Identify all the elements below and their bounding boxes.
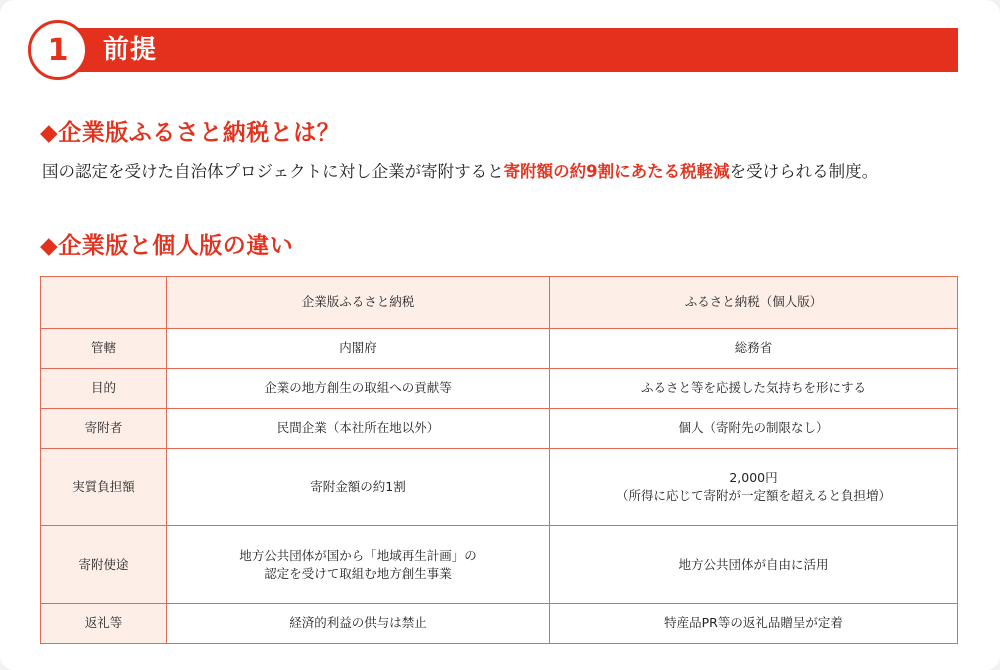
cell-line: 地方公共団体が自由に活用	[678, 556, 829, 572]
cell-personal	[550, 448, 958, 526]
table-row	[41, 368, 958, 408]
table-row	[41, 329, 958, 369]
table-header-row	[41, 277, 958, 329]
table-header-empty	[41, 277, 167, 329]
table-row	[41, 604, 958, 644]
cell-line: 地方公共団体が国から「地域再生計画」の	[239, 547, 477, 563]
lead-text-before: 国の認定を受けた自治体プロジェクトに対し企業が寄附すると	[42, 162, 504, 181]
cell-line: ふるさと等を応援した気持ちを形にする	[640, 380, 866, 396]
section-header-bar	[40, 28, 958, 72]
cell-line: 民間企業（本社所在地以外）	[276, 420, 440, 436]
cell-line: 個人（寄附先の制限なし）	[678, 420, 829, 436]
cell-line: 経済的利益の供与は禁止	[289, 615, 427, 631]
cell-line: 企業の地方創生の取組への貢献等	[264, 380, 452, 396]
cell-line: 内閣府	[339, 340, 377, 356]
lead-highlight: 寄附額の約9割にあたる税軽減	[503, 162, 730, 181]
cell-personal	[550, 329, 958, 369]
row-label: 寄附使途	[41, 526, 167, 604]
cell-personal	[550, 604, 958, 644]
row-label: 目的	[41, 368, 167, 408]
cell-corporate	[167, 368, 550, 408]
cell-line: （所得に応じて寄附が一定額を超えると負担増）	[615, 488, 891, 504]
table-header-corporate: 企業版ふるさと納税	[167, 277, 550, 329]
section-number: 1	[47, 32, 69, 68]
cell-corporate	[167, 448, 550, 526]
row-label: 返礼等	[41, 604, 167, 644]
table-row	[41, 526, 958, 604]
heading-differences: ◆企業版と個人版の違い	[40, 233, 294, 259]
cell-line: 特産品PR等の返礼品贈呈が定着	[664, 615, 843, 631]
cell-personal	[550, 526, 958, 604]
table-row	[41, 408, 958, 448]
lead-paragraph	[42, 158, 972, 182]
cell-personal	[550, 368, 958, 408]
table-header-personal: ふるさと納税（個人版）	[550, 277, 958, 329]
cell-personal	[550, 408, 958, 448]
cell-corporate	[167, 526, 550, 604]
cell-line: 総務省	[734, 340, 773, 356]
row-label: 実質負担額	[41, 448, 167, 526]
cell-corporate	[167, 329, 550, 369]
cell-line: 寄附金額の約1割	[310, 478, 406, 494]
cell-line: 2,000円	[729, 469, 778, 485]
table-body	[41, 329, 958, 644]
cell-corporate	[167, 408, 550, 448]
row-label: 寄附者	[41, 408, 167, 448]
section-title: 前提	[103, 35, 158, 65]
table-row	[41, 448, 958, 526]
comparison-table	[40, 276, 958, 644]
heading-what-is: ◆企業版ふるさと納税とは？	[40, 120, 341, 146]
lead-text-after: を受けられる制度。	[729, 162, 879, 181]
section-number-badge	[28, 20, 88, 80]
row-label: 管轄	[41, 329, 167, 369]
cell-line: 認定を受けて取組む地方創生事業	[264, 565, 452, 581]
cell-corporate	[167, 604, 550, 644]
